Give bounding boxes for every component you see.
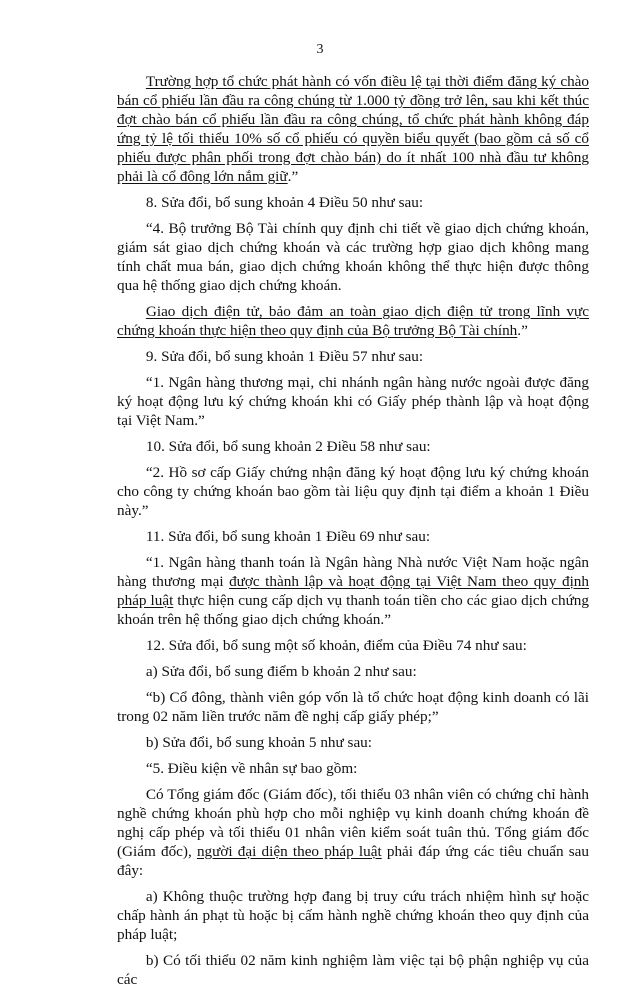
paragraph-text: a) Sửa đổi, bổ sung điểm b khoản 2 như sau: (145, 663, 417, 680)
paragraph-text: “2. Hồ sơ cấp Giấy chứng nhận đăng ký hoạt động lưu ký chứng khoán cho công ty chứng khoán bao gồm tài liệu quy định tại điểm a khoản 1 Điều này.” (117, 464, 589, 519)
paragraph-text: phải đáp ứng các tiêu chuẩn sau đây: (117, 843, 589, 879)
paragraph-p4 (117, 302, 589, 340)
paragraph-p5 (117, 347, 589, 366)
paragraph-text: b) Có tối thiểu 02 năm kinh nghiệm làm việc tại bộ phận nghiệp vụ của các (117, 952, 589, 988)
paragraph-p15 (117, 759, 589, 778)
paragraph-text: b) Sửa đổi, bổ sung khoản 5 như sau: (145, 734, 372, 751)
paragraph-text: “5. Điều kiện về nhân sự bao gồm: (145, 760, 358, 777)
paragraph-p12 (117, 662, 589, 681)
paragraph-p14 (117, 733, 589, 752)
paragraph-p11 (117, 636, 589, 655)
paragraph-p1 (117, 72, 589, 186)
paragraph-p10 (117, 553, 589, 629)
paragraph-text: 8. Sửa đổi, bổ sung khoản 4 Điều 50 như sau: (145, 194, 424, 211)
underlined-text: được thành lập và hoạt động tại Việt Nam theo quy định pháp luật (117, 573, 589, 609)
underlined-text: người đại diện theo pháp luật (196, 843, 382, 860)
paragraph-p17 (117, 887, 589, 944)
paragraph-text: “1. Ngân hàng thương mại, chi nhánh ngân hàng nước ngoài được đăng ký hoạt động lưu ký chứng khoán khi có Giấy phép thành lập và hoạt động tại Việt Nam.” (117, 374, 589, 429)
paragraph-p13 (117, 688, 589, 726)
paragraph-text: Có Tổng giám đốc (Giám đốc), tối thiểu 03 nhân viên có chứng chỉ hành nghề chứng khoán phù hợp cho mỗi nghiệp vụ kinh doanh chứng khoán đề nghị cấp phép và tối thiểu 01 nhân viên kiểm soát tuân thủ. Tổng giám đốc (Giám đốc), (117, 786, 589, 860)
underlined-text: Giao dịch điện tử, bảo đảm an toàn giao dịch điện tử trong lĩnh vực chứng khoán thực hiện theo quy định của Bộ trưởng Bộ Tài chính (117, 303, 589, 339)
document-body (117, 72, 589, 996)
paragraph-text: 9. Sửa đổi, bổ sung khoản 1 Điều 57 như sau: (145, 348, 424, 365)
paragraph-p2 (117, 193, 589, 212)
paragraph-text: “1. Ngân hàng thanh toán là Ngân hàng Nhà nước Việt Nam hoặc ngân hàng thương mại (117, 554, 589, 590)
paragraph-p8 (117, 463, 589, 520)
paragraph-text: 10. Sửa đổi, bổ sung khoản 2 Điều 58 như sau: (145, 438, 431, 455)
paragraph-p18 (117, 951, 589, 989)
paragraph-text: “b) Cổ đông, thành viên góp vốn là tổ chức hoạt động kinh doanh có lãi trong 02 năm liền trước năm đề nghị cấp giấy phép;” (117, 689, 589, 725)
paragraph-p3 (117, 219, 589, 295)
paragraph-text: “4. Bộ trưởng Bộ Tài chính quy định chi tiết về giao dịch chứng khoán, giám sát giao dịch chứng khoán và các trường hợp giao dịch không mang tính chất mua bán, giao dịch chứng khoán không thể thực hiện được thông qua hệ thống giao dịch chứng khoán. (117, 220, 589, 294)
underlined-text: Trường hợp tổ chức phát hành có vốn điều lệ tại thời điểm đăng ký chào bán cổ phiếu lần đầu ra công chúng từ 1.000 tỷ đồng trở lên, sau khi kết thúc đợt chào bán cổ phiếu lần đầu ra công chúng, tổ chức phát hành không đáp ứng tỷ lệ tối thiểu 10% số cổ phiếu có quyền biểu quyết (bao gồm cả số cổ phiếu được phân phối trong đợt chào bán) do ít nhất 100 nhà đầu tư không phải là cổ đông lớn nắm giữ (117, 73, 589, 185)
page-number: 3 (316, 42, 324, 57)
paragraph-text: 11. Sửa đổi, bổ sung khoản 1 Điều 69 như sau: (145, 528, 431, 545)
paragraph-p7 (117, 437, 589, 456)
paragraph-p6 (117, 373, 589, 430)
paragraph-text: a) Không thuộc trường hợp đang bị truy cứu trách nhiệm hình sự hoặc chấp hành án phạt tù hoặc bị cấm hành nghề chứng khoán theo quy định của pháp luật; (117, 888, 589, 943)
paragraph-p16 (117, 785, 589, 880)
paragraph-p9 (117, 527, 589, 546)
paragraph-text: .” (517, 322, 528, 339)
paragraph-text: 12. Sửa đổi, bổ sung một số khoản, điểm của Điều 74 như sau: (145, 637, 527, 654)
paragraph-text: thực hiện cung cấp dịch vụ thanh toán tiền cho các giao dịch chứng khoán trên hệ thống giao dịch chứng khoán.” (117, 592, 589, 628)
paragraph-text: .” (287, 168, 299, 185)
